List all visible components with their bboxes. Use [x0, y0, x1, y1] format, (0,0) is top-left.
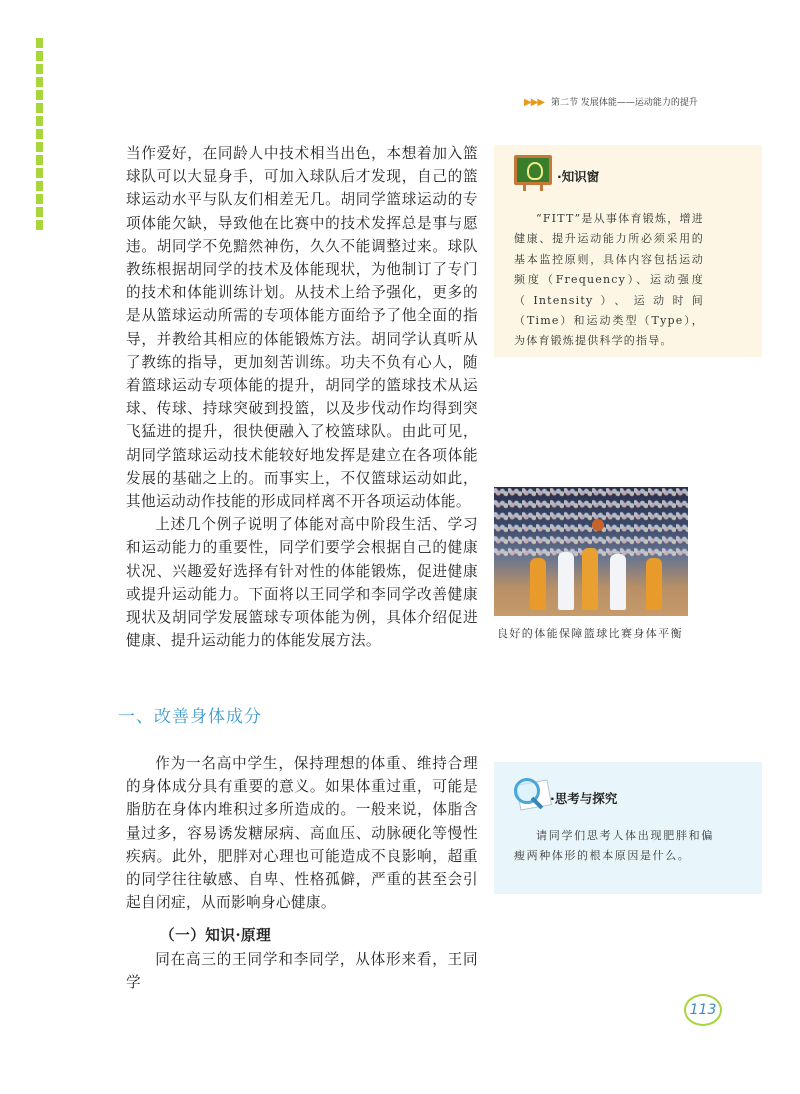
main-text-block-3: [126, 948, 478, 994]
knowledge-window-text: “FITT”是从事体育锻炼，增进健康、提升运动能力所必须采用的基本监控原则，具体内容包括运动频度（Frequency）、运动强度（Intensity）、运动时间（Time）和运动类型（Type），为体育锻炼提供科学的指导。: [514, 212, 704, 348]
think-explore-text: 请同学们思考人体出现肥胖和偏瘦两种体形的根本原因是什么。: [514, 829, 714, 863]
paragraph-1: 当作爱好，在同龄人中技术相当出色，本想着加入篮球队可以大显身手，可加入球队后才发现，自己的篮球运动水平与队友们相差无几。胡同学篮球运动的专项体能欠缺，导致他在比赛中的技术发挥总是事与愿违。胡同学不免黯然神伤，久久不能调整过来。球队教练根据胡同学的技术及体能现状，为他制订了专门的技术和体能训练计划。从技术上给予强化，更多的是从篮球运动所需的专项体能方面给予了他全面的指导，并教给其相应的体能锻炼方法。胡同学认真听从了教练的指导，更加刻苦训练。功夫不负有心人，随着篮球运动专项体能的提升，胡同学的篮球技术从运球、传球、持球突破到投篮，以及步伐动作均得到突飞猛进的提升，很快便融入了校篮球队。由此可见，胡同学篮球运动技术能较好地发挥是建立在各项体能发展的基础之上的。而事实上，不仅篮球运动如此，其他运动动作技能的形成同样离不开各项运动体能。: [126, 145, 478, 511]
knowledge-window-box: [494, 145, 762, 357]
think-explore-box: [494, 762, 762, 894]
paragraph-4: 同在高三的王同学和李同学，从体形来看，王同学: [126, 951, 478, 992]
section-title: 一、改善身体成分: [118, 707, 262, 727]
edge-decoration-bar: [36, 38, 43, 230]
knowledge-window-text-block: [514, 209, 704, 352]
basketball-game-photo: [494, 487, 688, 616]
paragraph-3: 作为一名高中学生，保持理想的体重、维持合理的身体成分具有重要的意义。如果体重过重，可能是脂肪在身体内堆积过多所造成的。一般来说，体脂含量过多，容易诱发糖尿病、高血压、动脉硬化等慢性疾病。此外，肥胖对心理也可能造成不良影响，超重的同学往往敏感、自卑、性格孤僻，严重的甚至会引起自闭症，从而影响身心健康。: [126, 755, 478, 912]
think-explore-title: ·思考与探究: [550, 791, 618, 806]
knowledge-window-title: ·知识窗: [557, 169, 600, 184]
photo-caption: 良好的体能保障篮球比赛身体平衡: [497, 627, 683, 640]
main-text-block-2: [126, 752, 478, 914]
running-header: [524, 95, 784, 108]
page-number: 113: [684, 994, 722, 1026]
paragraph-2: 上述几个例子说明了体能对高中阶段生活、学习和运动能力的重要性，同学们要学会根据自己的健康状况、兴趣爱好选择有针对性的体能锻炼，促进健康或提升运动能力。下面将以王同学和李同学改善健康现状及胡同学发展篮球专项体能为例，具体介绍促进健康、提升运动能力的体能发展方法。: [126, 516, 478, 650]
magnifier-icon: [512, 776, 552, 810]
header-title: 第二节 发展体能——运动能力的提升: [550, 98, 698, 108]
main-text-block-1: [126, 142, 478, 652]
subsection-title: （一）知识·原理: [160, 927, 272, 944]
think-explore-text-block: [514, 826, 714, 867]
header-arrows-icon: ▶▶▶: [524, 97, 545, 108]
blackboard-icon: [514, 155, 552, 185]
